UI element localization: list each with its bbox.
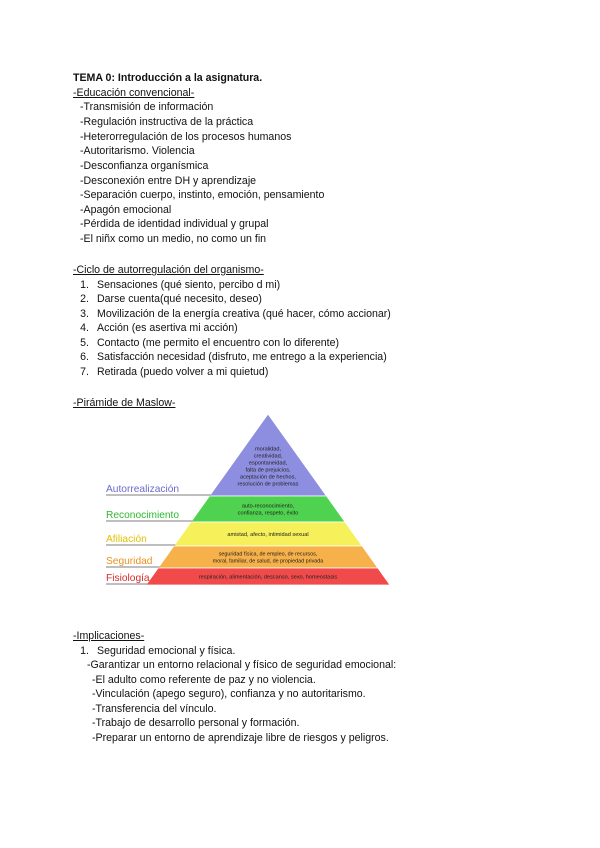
list-item: -Pérdida de identidad individual y grupal (80, 218, 269, 230)
list-item: -Garantizar un entorno relacional y físico de seguridad emocional: (87, 659, 397, 671)
list-item: -El adulto como referente de paz y no violencia. (92, 674, 316, 686)
list-item: -Trabajo de desarrollo personal y formación. (92, 717, 300, 729)
page-title: TEMA 0: Introducción a la asignatura. (73, 72, 263, 84)
numbered-item (73, 365, 268, 380)
item-number: 3. (80, 308, 89, 320)
list-item: -El niñx como un medio, no como un fin (80, 233, 267, 245)
list-item: -Autoritarismo. Violencia (80, 145, 195, 157)
numbered-item (73, 336, 339, 351)
list-item: -Apagón emocional (80, 204, 172, 216)
pyramid-level-label: Seguridad (106, 556, 153, 567)
pyramid-level-label: Autorrealización (106, 484, 180, 495)
list-item: -Regulación instructiva de la práctica (80, 116, 254, 128)
item-number: 4. (80, 322, 89, 334)
maslow-pyramid (100, 408, 420, 588)
item-text: Seguridad emocional y física. (97, 645, 236, 657)
pyramid-level-text: confianza, respeto, éxito (237, 510, 299, 517)
pyramid-level-text: resolución de problemas (237, 481, 299, 488)
section-heading-maslow: -Pirámide de Maslow- (73, 397, 176, 409)
item-number: 1. (80, 645, 89, 657)
list-item: -Vinculación (apego seguro), confianza y no autoritarismo. (92, 688, 366, 700)
item-text: Retirada (puedo volver a mi quietud) (97, 366, 269, 378)
item-text: Acción (es asertiva mi acción) (97, 322, 238, 334)
numbered-item (73, 307, 391, 322)
item-text: Contacto (me permito el encuentro con lo diferente) (97, 337, 340, 349)
section-heading-ciclo: -Ciclo de autorregulación del organismo- (73, 264, 264, 276)
item-number: 7. (80, 366, 89, 378)
item-text: Movilización de la energía creativa (qué hacer, cómo accionar) (97, 308, 391, 320)
numbered-item (73, 644, 235, 659)
section-heading-educacion: -Educación convencional- (73, 87, 195, 99)
pyramid-level-text: creatividad, (253, 453, 283, 460)
pyramid-level-label: Fisiología (106, 573, 150, 584)
pyramid-level-text: respiración, alimentación, descanso, sexo, homeostasis (198, 574, 338, 581)
list-item: -Desconfianza organísmica (80, 160, 209, 172)
item-text: Darse cuenta(qué necesito, deseo) (97, 293, 262, 305)
numbered-item (73, 292, 262, 307)
pyramid-level-text: espontaneidad, (248, 460, 288, 467)
item-text: Satisfacción necesidad (disfruto, me entrego a la experiencia) (97, 351, 387, 363)
list-item: -Heterorregulación de los procesos humanos (80, 131, 292, 143)
list-item: -Transmisión de información (80, 101, 214, 113)
list-item: -Preparar un entorno de aprendizaje libre de riesgos y peligros. (92, 732, 389, 744)
item-number: 1. (80, 279, 89, 291)
pyramid-level-text: moralidad, (254, 446, 282, 453)
pyramid-level-label: Afiliación (106, 534, 147, 545)
list-item: -Separación cuerpo, instinto, emoción, pensamiento (80, 189, 325, 201)
pyramid-level-text: seguridad física, de empleo, de recursos, (218, 551, 318, 558)
item-text: Sensaciones (qué siento, percibo d mi) (97, 279, 281, 291)
pyramid-level-text: amistad, afecto, intimidad sexual (227, 531, 309, 538)
pyramid-level-text: falta de prejuicios, (245, 467, 291, 474)
item-number: 2. (80, 293, 89, 305)
pyramid-level-text: aceptación de hechos, (240, 474, 296, 481)
list-item: -Desconexión entre DH y aprendizaje (80, 175, 257, 187)
pyramid-level-text: auto-reconocimiento, (241, 503, 295, 510)
numbered-item (73, 321, 238, 336)
list-item: -Transferencia del vínculo. (92, 703, 217, 715)
numbered-item (73, 350, 387, 365)
item-number: 6. (80, 351, 89, 363)
pyramid-level-label: Reconocimiento (106, 510, 180, 521)
pyramid-level-text: moral, familiar, de salud, de propiedad privada (212, 558, 324, 565)
item-number: 5. (80, 337, 89, 349)
section-heading-implicaciones: -Implicaciones- (73, 630, 145, 642)
numbered-item (73, 278, 280, 293)
